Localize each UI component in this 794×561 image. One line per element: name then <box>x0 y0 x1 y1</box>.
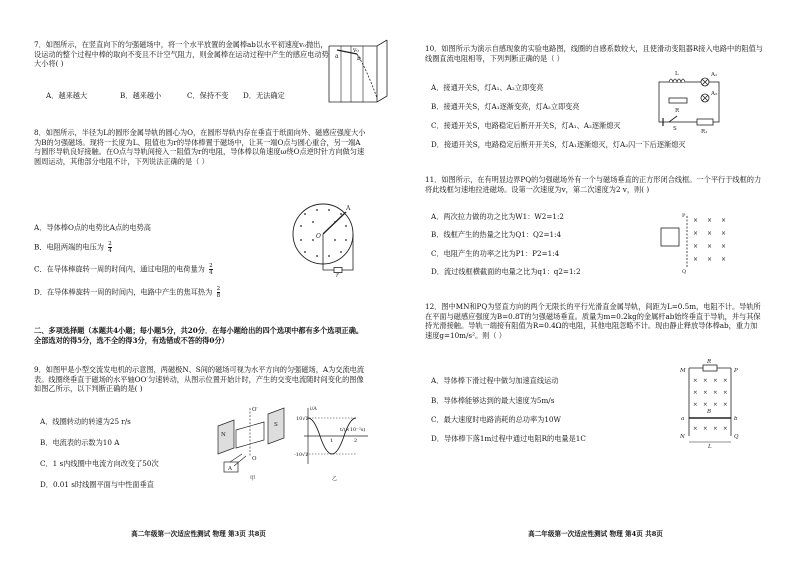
svg-text:×: × <box>723 402 728 408</box>
svg-text:×: × <box>723 426 728 432</box>
q9-figure-generator <box>212 404 294 484</box>
q11-option-d: D．流过线框横截面的电量之比为q1：q2=1:2 <box>431 267 581 276</box>
q10-fig-label-r1: R₁ <box>701 129 708 135</box>
q11-option-c: C．电阻产生的功率之比为P1：P2=1:4 <box>431 249 560 258</box>
q9-option-b: B．电流表的示数为10 A <box>40 438 120 447</box>
q9-graph-top-label: 10√2 <box>296 416 309 422</box>
q11-option-a: A．两次拉力做的功之比为W1：W2=1:2 <box>431 212 564 221</box>
q12-figure <box>677 358 743 448</box>
q9-option-a: A．线圈转动的转速为25 r/s <box>40 417 131 426</box>
q10-option-a: A．接通开关S，灯A₁、A₂立即变亮 <box>431 83 544 92</box>
q8-b-num: 2 <box>108 241 112 247</box>
q12-option-a: A．导体棒下滑过程中做匀加速直线运动 <box>431 376 559 385</box>
q12-option-d: D．导体棒下落1m过程中通过电阻R的电量是1C <box>431 434 586 443</box>
q10-fig-label-l: L <box>675 71 679 77</box>
q8-d-den: 8 <box>216 293 221 300</box>
q9-option-d: D．0.01 s时线圈平面与中性面垂直 <box>40 480 154 489</box>
q9-graph-tick-2: 2 <box>354 438 358 444</box>
svg-text:×: × <box>703 426 708 432</box>
q7-option-d: D．无法确定 <box>243 91 285 100</box>
q12-fig-label-field: B <box>707 409 712 415</box>
svg-text:×: × <box>721 256 727 263</box>
right-page <box>397 0 794 561</box>
svg-text:×: × <box>693 230 699 237</box>
q12-stem: 12．图中MN和PQ为竖直方向的两个无限长的平行光滑直金属导轨，间距为L=0.5m，电阻不计。导轨所在平面与磁感应强度为B=0.8T的匀强磁场垂直。质量为m=0.2kg的金属杆ab始终垂直于导轨，并与其保持光滑接触。导轨一端接有阻值为R=0.4Ω的电阻，其他电阻忽略不计。现由静止释放导体棒ab，重力加速度g=10m/s²。则（ ） <box>425 302 761 341</box>
q7-option-a: A．越来越大 <box>46 91 88 100</box>
svg-text:×: × <box>693 243 699 250</box>
q8-option-a: A．导体棒O点的电势比A点的电势高 <box>34 223 151 232</box>
svg-text:×: × <box>707 256 713 263</box>
q12-fig-label-r: R <box>707 359 712 365</box>
q8-stem: 8．如图所示，半径为L的圆形金属导轨的圆心为O，在圆形导轨内存在垂直于纸面向外、磁感应强度大小为B的匀强磁场。现将一长度为L、阻值也为r的导体棒置于磁场中，让其一端O点与圆心重合，另一端A与圆形导轨良好接触。在O点与导轨间接入一阻值为r的电阻，导体棒以角速度ω绕O点逆时针方向做匀速圆周运动，其他部分电阻不计，下列说法正确的是（ ） <box>34 128 366 167</box>
svg-text:O′: O′ <box>252 407 258 413</box>
svg-text:×: × <box>707 230 713 237</box>
q9-stem: 9．如图甲是小型交流发电机的示意图，两磁极N、S间的磁场可视为水平方向的匀强磁场，A为交流电流表。线圈绕垂直于磁场的水平轴OO′匀速转动，从图示位置开始计时，产生的交变电流随时间变化的图像如图乙所示，以下判断正确的是( ) <box>34 365 365 394</box>
q12-fig-label-n: N <box>680 434 685 440</box>
q10-fig-label-a2: A₂ <box>711 91 718 97</box>
svg-text:×: × <box>721 217 727 224</box>
q10-option-b: B．接通开关S，灯A₁逐渐变亮，灯A₂立即变亮 <box>431 102 580 111</box>
q11-figure <box>657 210 731 274</box>
svg-text:×: × <box>721 243 727 250</box>
q8-option-b-fraction <box>108 241 112 254</box>
q9-figure-graph <box>296 404 372 484</box>
svg-text:×: × <box>707 217 713 224</box>
q9-graph-tick-1: 1 <box>330 438 334 444</box>
q12-fig-label-l: L <box>708 444 712 450</box>
svg-text:b: b <box>357 55 361 62</box>
q8-fig-label-r: r <box>336 272 339 279</box>
svg-text:×: × <box>693 402 698 408</box>
q8-option-b-text: B．电阻两端的电压为 <box>34 242 104 252</box>
svg-text:N: N <box>221 432 226 438</box>
q7-figure <box>327 40 389 105</box>
q8-option-b <box>34 241 112 254</box>
q9-graph-t-label: t/(×10⁻²s) <box>340 427 366 433</box>
q10-figure <box>655 68 733 136</box>
q11-fig-label-q: Q <box>682 269 687 275</box>
q12-option-b: B．导体棒能够达到的最大速度为5m/s <box>431 396 555 405</box>
svg-text:×: × <box>703 390 708 396</box>
svg-text:×: × <box>713 426 718 432</box>
q12-option-c: C．最大速度时电路消耗的总功率为10W <box>431 415 561 424</box>
q8-option-c-fraction <box>209 263 213 276</box>
q9-fig-caption-1: 甲 <box>250 476 256 482</box>
svg-text:×: × <box>693 390 698 396</box>
left-footer: 高二年级第一次适应性测试 物理 第3页 共8页 <box>131 530 266 539</box>
q12-fig-label-m: M <box>680 368 686 374</box>
q11-stem: 11．如图所示，在有明显边界PQ的匀强磁场外有一个与磁场垂直的正方形闭合线框。一个平行于线框的力将此线框匀速地拉进磁场。设第一次速度为v，第二次速度为2 v，则( ) <box>425 175 762 194</box>
q12-fig-label-p: P <box>734 368 738 374</box>
svg-text:×: × <box>707 243 713 250</box>
q11-fig-label-p: P <box>682 213 686 219</box>
q10-fig-label-r: R <box>675 108 680 114</box>
q9-fig-caption-2: 乙 <box>332 476 338 482</box>
q8-c-num: 2 <box>209 263 213 269</box>
svg-text:×: × <box>721 230 727 237</box>
q9-graph-i-label: i/A <box>310 406 317 412</box>
q8-c-den: 4 <box>209 270 213 277</box>
svg-text:S: S <box>274 422 278 428</box>
q10-option-c: C．接通开关S，电路稳定后断开开关S，灯A₁、A₂逐渐熄灭 <box>431 121 621 130</box>
svg-text:×: × <box>713 378 718 384</box>
svg-text:×: × <box>693 426 698 432</box>
q9-option-c: C．1 s内线圈中电流方向改变了50次 <box>40 459 159 468</box>
svg-text:×: × <box>693 217 699 224</box>
section-2-heading: 二、多项选择题（本题共4小题；每小题5分，共20分．在每小题给出的四个选项中都有多个选项正确。全部选对的得5分，选不全的得3分，有选错或不答的得0分） <box>34 326 364 345</box>
svg-text:×: × <box>703 402 708 408</box>
svg-text:×: × <box>713 390 718 396</box>
q8-b-den: 4 <box>108 248 112 255</box>
q12-fig-label-q: Q <box>734 434 739 440</box>
q8-d-num: 2 <box>216 286 221 292</box>
q10-fig-label-a1: A₁ <box>711 72 718 78</box>
q8-option-c <box>34 263 213 276</box>
svg-text:×: × <box>703 378 708 384</box>
q7-option-c: C．保持不变 <box>187 91 229 100</box>
q10-option-d: D．接通开关S，电路稳定后断开开关S，灯A₁逐渐熄灭，灯A₂闪一下后逐渐熄灭 <box>431 140 686 149</box>
q8-fig-label-o: O <box>316 233 321 240</box>
q8-option-c-text: C．在导体棒旋转一周的时间内，通过电阻的电荷量为 <box>34 264 205 274</box>
svg-text:A: A <box>228 466 232 472</box>
q12-fig-label-a: a <box>681 416 685 422</box>
right-footer: 高二年级第一次适应性测试 物理 第4页 共8页 <box>528 530 663 539</box>
q8-option-d-text: D．在导体棒旋转一周的时间内，电路中产生的焦耳热为 <box>34 287 213 297</box>
q7-option-b: B．越来越小 <box>120 91 162 100</box>
svg-text:v₀: v₀ <box>353 47 359 54</box>
q11-option-b: B．线框产生的热量之比为Q1：Q2=1:4 <box>431 230 562 239</box>
svg-text:×: × <box>693 378 698 384</box>
q7-stem: 7．如图所示，在竖直向下的匀强磁场中，将一个水平放置的金属棒ab以水平初速度v₀抛出，设运动的整个过程中棒的取向不变且不计空气阻力，则金属棒在运动过程中产生的感应电动势大小将( ) <box>34 40 329 69</box>
svg-text:×: × <box>693 256 699 263</box>
q9-graph-bottom-label: -10√2 <box>294 452 309 458</box>
q10-fig-label-s: S <box>673 126 677 132</box>
svg-text:×: × <box>713 402 718 408</box>
svg-text:a: a <box>335 53 339 60</box>
q10-stem: 10．如图所示为演示自感现象的实验电路图，线圈的自感系数较大，且使滑动变阻器R接入电路中的阻值与线圈直流电阻相等，下列判断正确的是（ ） <box>425 44 763 63</box>
q8-option-d <box>34 286 220 299</box>
q8-fig-label-a: A <box>346 205 351 212</box>
q12-fig-label-b: b <box>734 416 738 422</box>
svg-text:O: O <box>252 456 257 462</box>
q8-figure <box>290 200 360 278</box>
svg-text:×: × <box>723 390 728 396</box>
svg-text:×: × <box>723 378 728 384</box>
q8-option-d-fraction <box>217 286 221 299</box>
